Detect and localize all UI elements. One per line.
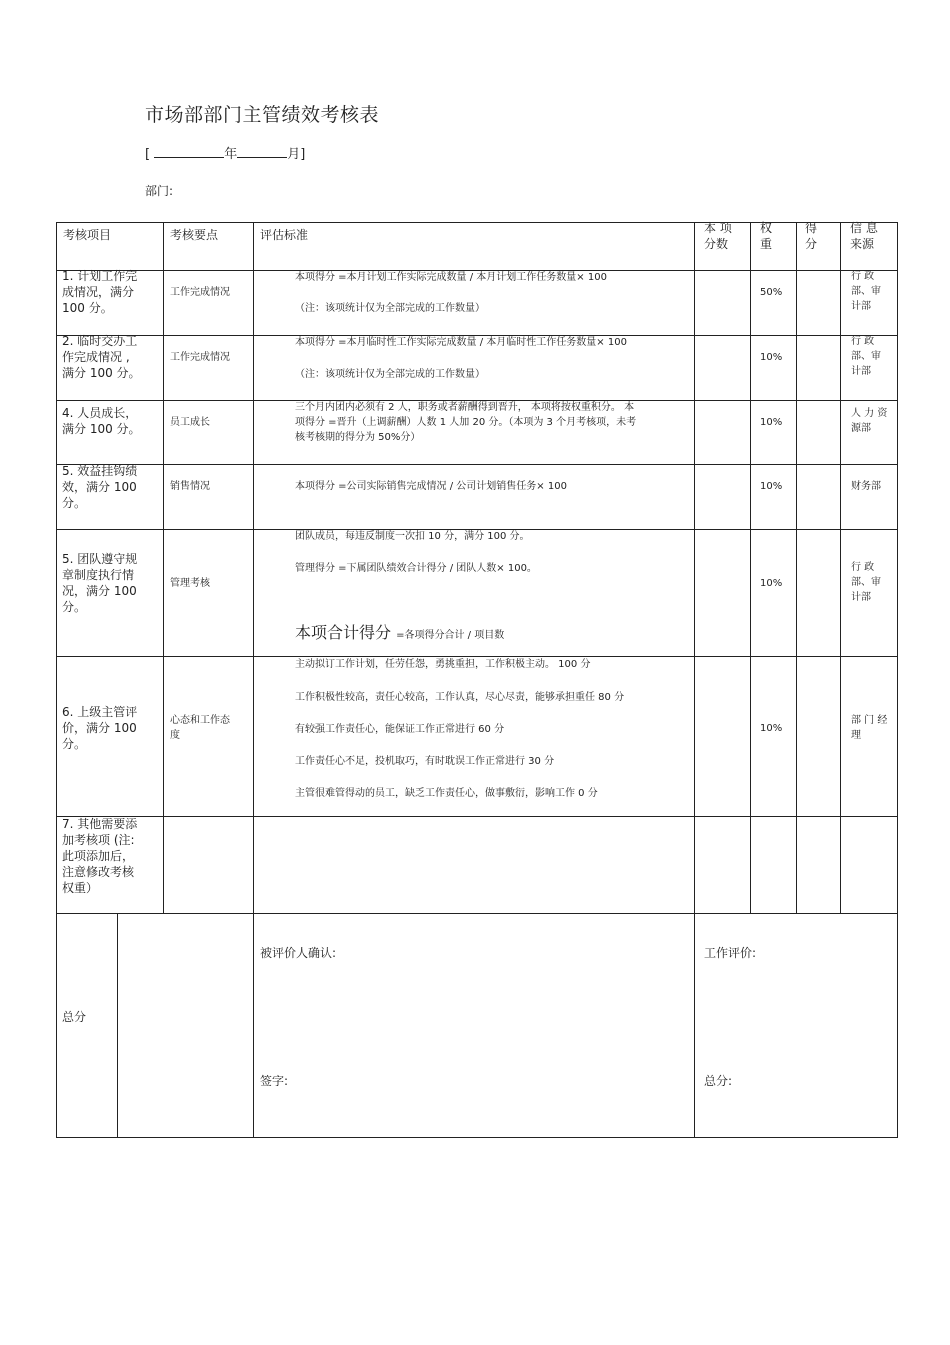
row4-point: 销售情况	[170, 481, 210, 492]
row1-weight: 50%	[760, 287, 783, 298]
header-standard: 评估标准	[260, 228, 309, 242]
row3-source: 人 力 资 源部	[851, 408, 888, 434]
row2-item: 2. 临时交办工 作完成情况 , 满分 100 分。	[62, 334, 141, 380]
row6-item: 6. 上级主管评 价，满分 100 分。	[62, 705, 138, 751]
row5-standard-1: 团队成员，每违反制度一次扣 10 分，满分 100 分。	[295, 531, 530, 542]
page-title: 市场部部门主管绩效考核表	[145, 104, 380, 126]
row6-standard-4: 工作责任心不足，投机取巧，有时耽误工作正常进行 30 分	[295, 756, 555, 767]
row3-standard: 三个月内团内必须有 2 人，职务或者薪酬得到晋升， 本项将按权重积分。 本 项得分 =晋升（上调薪酬）人数 1 人加 20 分。（本项为 3 个月考核项，未考 核考核期的得分为 50%分）	[295, 402, 637, 443]
row6-point: 心态和工作态 度	[170, 715, 230, 741]
row5-standard-2: 管理得分 =下属团队绩效合计得分 / 团队人数× 100。	[295, 563, 537, 574]
row6-standard-5: 主管很难管得动的员工，缺乏工作责任心，做事敷衍，影响工作 0 分	[295, 788, 598, 799]
row2-point: 工作完成情况	[170, 352, 230, 363]
period-open: [	[145, 147, 151, 162]
header-weight: 权 重	[760, 221, 773, 251]
row5-point: 管理考核	[170, 578, 210, 589]
row5-item: 5. 团队遵守规 章制度执行情 况，满分 100 分。	[62, 552, 138, 614]
row5-total	[295, 620, 504, 643]
row6-weight: 10%	[760, 723, 783, 734]
header-score: 本 项 分数	[704, 221, 732, 251]
row2-standard-2: （注：该项统计仅为全部完成的工作数量）	[295, 369, 485, 380]
department-label: 部门:	[145, 184, 174, 198]
row6-source: 部 门 经 理	[851, 715, 888, 741]
month-label: 月]	[287, 147, 306, 162]
row6-standard-2: 工作积极性较高，责任心较高，工作认真，尽心尽责，能够承担重任 80 分	[295, 692, 625, 703]
row1-standard-1: 本项得分 =本月计划工作实际完成数量 / 本月计划工作任务数量× 100	[295, 272, 607, 283]
month-blank[interactable]	[237, 145, 287, 158]
row4-source: 财务部	[851, 481, 881, 492]
row2-weight: 10%	[760, 352, 783, 363]
footer-evaluation-label: 工作评价:	[704, 946, 757, 960]
row3-point: 员工成长	[170, 417, 210, 428]
header-point: 考核要点	[170, 228, 219, 242]
row1-item: 1. 计划工作完 成情况，满分 100 分。	[62, 269, 138, 315]
header-item: 考核项目	[63, 228, 112, 242]
year-label: 年	[224, 147, 238, 162]
footer-confirm-label: 被评价人确认:	[260, 946, 337, 960]
row7-item: 7. 其他需要添 加考核项 (注: 此项添加后， 注意修改考核 权重）	[62, 817, 138, 895]
row5-total-label: 本项合计得分	[295, 623, 392, 642]
row2-source: 行 政 部、审 计部	[851, 336, 881, 377]
row6-standard-1: 主动拟订工作计划，任劳任怨，勇挑重担，工作积极主动。 100 分	[295, 659, 591, 670]
row1-point: 工作完成情况	[170, 287, 230, 298]
row2-standard-1: 本项得分 =本月临时性工作实际完成数量 / 本月临时性工作任务数量× 100	[295, 337, 627, 348]
footer-total-label: 总分	[62, 1010, 87, 1024]
row4-weight: 10%	[760, 481, 783, 492]
row5-total-formula: =各项得分合计 / 项目数	[396, 630, 505, 641]
row3-weight: 10%	[760, 417, 783, 428]
header-got: 得 分	[805, 221, 818, 251]
year-blank[interactable]	[154, 145, 224, 158]
footer-sign-label: 签字:	[260, 1074, 289, 1088]
header-source: 信 息 来源	[850, 221, 878, 251]
row5-weight: 10%	[760, 578, 783, 589]
row6-standard-3: 有较强工作责任心，能保证工作正常进行 60 分	[295, 724, 505, 735]
row3-item: 4. 人员成长， 满分 100 分。	[62, 406, 141, 436]
period-line	[145, 143, 305, 162]
row1-standard-2: （注：该项统计仅为全部完成的工作数量）	[295, 303, 485, 314]
row4-standard: 本项得分 =公司实际销售完成情况 / 公司计划销售任务× 100	[295, 481, 567, 492]
row1-source: 行 政 部、审 计部	[851, 271, 881, 312]
footer-total-score-label: 总分:	[704, 1074, 733, 1088]
row5-source: 行 政 部、审 计部	[851, 562, 881, 603]
row4-item: 5. 效益挂钩绩 效，满分 100 分。	[62, 464, 138, 510]
